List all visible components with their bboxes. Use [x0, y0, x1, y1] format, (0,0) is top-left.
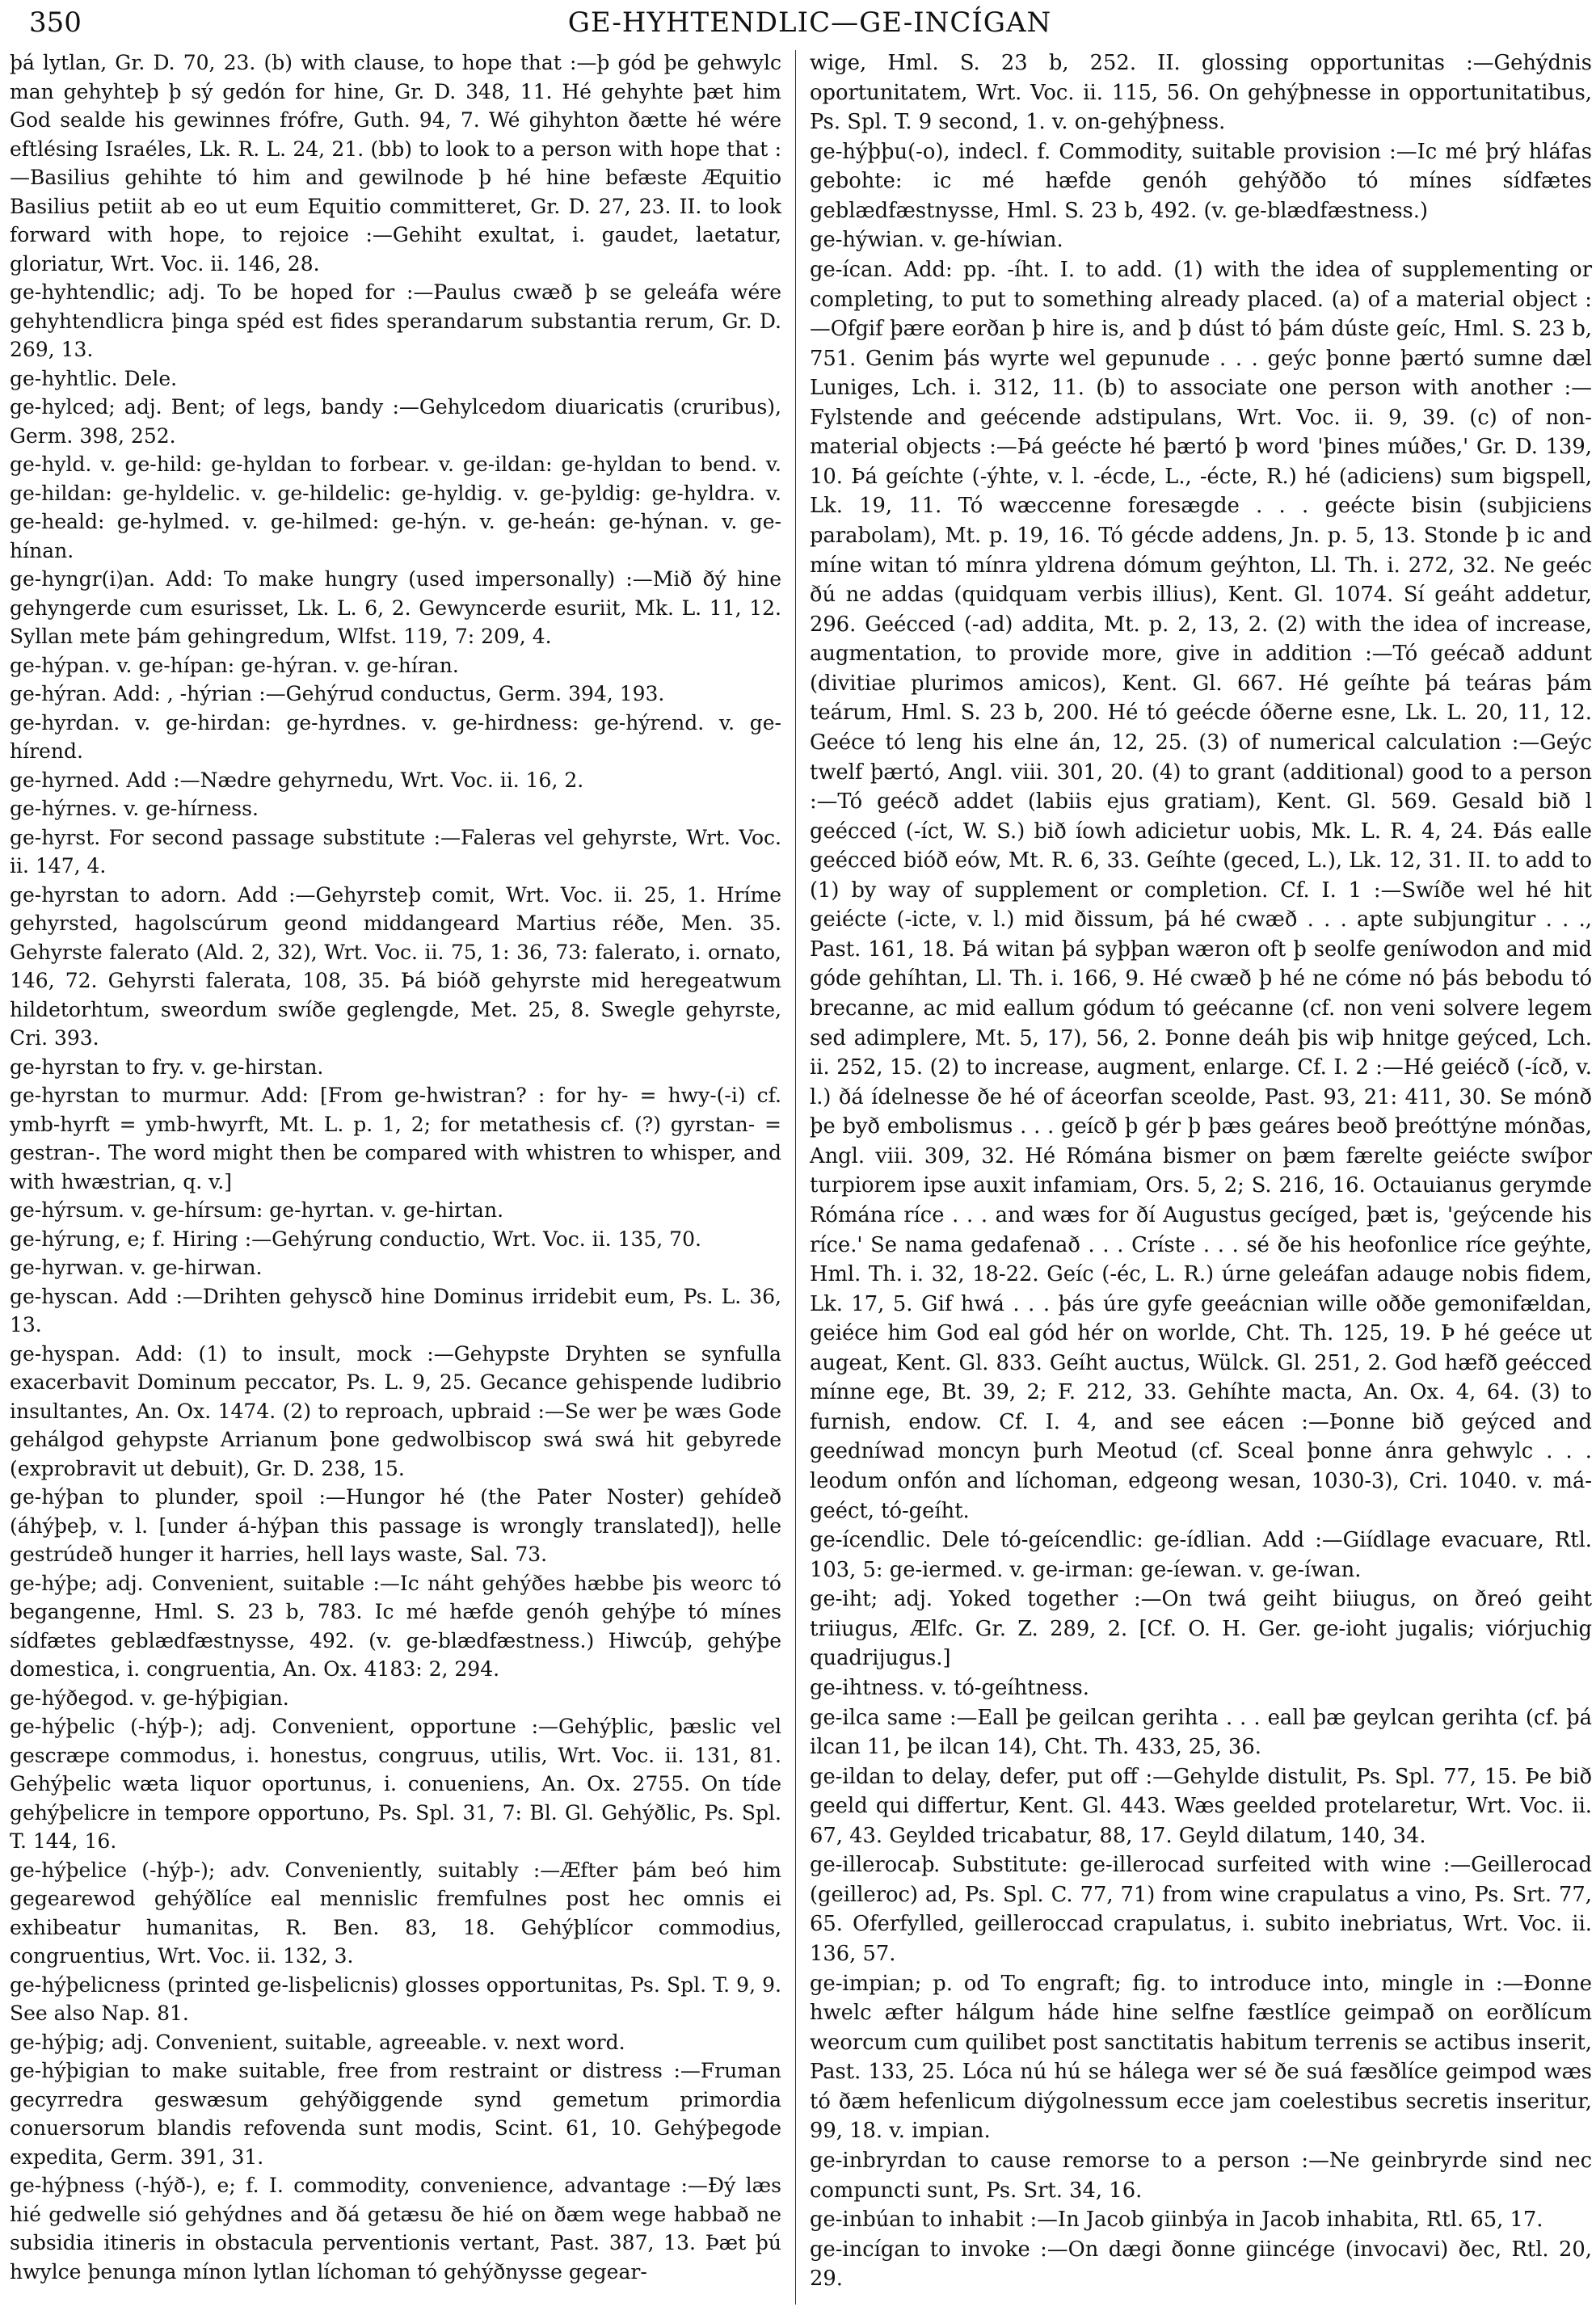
dictionary-entry: ge-hylced; adj. Bent; of legs, bandy :—Gehylcedom diuaricatis (cruribus), Germ. 398, 252. [10, 395, 781, 448]
dictionary-entry: ge-hyscan. Add :—Drihten gehyscð hine Dominus irridebit eum, Ps. L. 36, 13. [10, 1284, 781, 1337]
dictionary-entry: ge-hýpan. v. ge-hípan: ge-hýran. v. ge-híran. [10, 653, 459, 677]
dictionary-entry: ge-hyrned. Add :—Nædre gehyrnedu, Wrt. Voc. ii. 16, 2. [10, 768, 584, 792]
dictionary-entry: ge-hýþig; adj. Convenient, suitable, agreeable. v. next word. [10, 2030, 625, 2054]
dictionary-entry: ge-ilca same :—Eall þe geilcan gerihta . . . eall þæ geylcan gerihta (cf. þá ilcan 11, þe ilcan 14), Cht. Th. 433, 25, 36. [810, 1705, 1592, 1760]
dictionary-entry: ge-incígan to invoke :—On dægi ðonne giincége (invocavi) ðec, Rtl. 20, 29. [810, 2237, 1592, 2292]
dictionary-entry: ge-hyrst. For second passage substitute :—Faleras vel gehyrste, Wrt. Voc. ii. 147, 4. [10, 825, 781, 878]
dictionary-entry: ge-inbryrdan to cause remorse to a person :—Ne geinbryrde sind nec compuncti sunt, Ps. Srt. 34, 16. [810, 2148, 1592, 2203]
dictionary-entry: ge-hýþþu(-o), indecl. f. Commodity, suitable provision :—Ic mé þrý hláfas gebohte: ic mé hæfde genóh gehýððo tó mínes sídfætes geblædfæstnysse, Hml. S. 23 b, 492. (v. ge-blædfæstness.) [810, 139, 1592, 223]
dictionary-entry: ge-hyrdan. v. ge-hirdan: ge-hyrdnes. v. ge-hirdness: ge-hýrend. v. ge-hírend. [10, 710, 781, 763]
dictionary-entry: ge-hýþness (-hýð-), e; f. I. commodity, convenience, advantage :—Ðý læs hié gedwelle sió gehýdnes and ðá getæsu ðe hié on ðæm wege habbað ne subsidia itineris in obstacula perventionis vertant, Past. 387, 13. Þæt þú hwylce þenunga mínon lytlan líchoman tó gehýðnysse gegear- [10, 2174, 781, 2284]
dictionary-entry: ge-hyrstan to adorn. Add :—Gehyrsteþ comit, Wrt. Voc. ii. 25, 1. Hríme gehyrsted, hagolscúrum geond middangeard Martius réðe, Men. 35. Gehyrste falerato (Ald. 2, 32), Wrt. Voc. ii. 75, 1: 36, 73: falerato, i. ornato, 146, 72. Gehyrsti falerata, 108, 35. Þá bióð gehyrste mid heregeatwum hildetorhtum, sweordum swíðe geglengde, Met. 25, 8. Swegle gehyrste, Cri. 393. [10, 882, 781, 1050]
left-column [10, 48, 781, 2286]
page-header [29, 5, 1590, 47]
dictionary-entry: ge-hýran. Add: , -hýrian :—Gehýrud conductus, Germ. 394, 193. [10, 682, 665, 705]
dictionary-entry: ge-hýwian. v. ge-híwian. [810, 228, 1063, 253]
column-divider [795, 50, 796, 2305]
page-number: 350 [29, 6, 82, 39]
dictionary-entry: ge-hyrwan. v. ge-hirwan. [10, 1256, 263, 1279]
dictionary-entry: ge-hýrung, e; f. Hiring :—Gehýrung conductio, Wrt. Voc. ii. 135, 70. [10, 1227, 701, 1251]
dictionary-entry: ge-iht; adj. Yoked together :—On twá geiht biiugus, on ðreó geiht triiugus, Ælfc. Gr. Z. 289, 2. [Cf. O. H. Ger. ge-ioht jugalis; viórjuchig quadrijugus.] [810, 1587, 1592, 1671]
dictionary-entry: ge-hyhtlic. Dele. [10, 366, 178, 390]
dictionary-entry: ge-illerocaþ. Substitute: ge-illerocad surfeited with wine :—Geillerocad (geilleroc) ad, Ps. Spl. C. 77, 71) from wine crapulatus a vino, Ps. Srt. 77, 65. Oferfylled, geilleroccad crapulatus, i. subito inebriatus, Wrt. Voc. ii. 136, 57. [810, 1853, 1592, 1966]
dictionary-entry: ge-hýþe; adj. Convenient, suitable :—Ic náht gehýðes hæbbe þis weorc tó begangenne, Hml. S. 23 b, 783. Ic mé hæfde genóh gehýþe tó mínes sídfætes geblædfæstnysse, 492. (v. ge-blædfæstness.) Hiwcúþ, gehýþe domestica, i. congruentia, An. Ox. 4183: 2, 294. [10, 1571, 781, 1681]
dictionary-entry: ge-hýrsum. v. ge-hírsum: ge-hyrtan. v. ge-hirtan. [10, 1198, 504, 1222]
dictionary-entry: ge-ícendlic. Dele tó-geícendlic: ge-ídlian. Add :—Giídlage evacuare, Rtl. 103, 5: ge-iermed. v. ge-irman: ge-íewan. v. ge-íwan. [810, 1528, 1592, 1582]
dictionary-entry: ge-ildan to delay, defer, put off :—Gehylde distulit, Ps. Spl. 77, 15. Þe bið geeld qui differtur, Kent. Gl. 443. Wæs geelded protelaretur, Wrt. Voc. ii. 67, 43. Geylded tricabatur, 88, 17. Geyld dilatum, 140, 34. [810, 1764, 1592, 1848]
dictionary-entry: ge-inbúan to inhabit :—In Jacob giinbýa in Jacob inhabita, Rtl. 65, 17. [810, 2208, 1543, 2233]
dictionary-entry: ge-impian; p. od To engraft; fig. to introduce into, mingle in :—Ðonne hwelc æfter hálgum háde hine selfne fæstlíce geimpað on eorðlícum weorcum cum quilibet post sanctitatis habitum terrenis se actibus inserit, Past. 133, 25. Lóca nú hú se hálega wer sé ðe suá fæsðlíce geimpod wæs tó ðæm hefenlicum diýgolnessum ecce jam coelestibus secretis inseritur, 99, 18. v. impian. [810, 1971, 1592, 2144]
dictionary-entry: ge-hýþelic (-hýþ-); adj. Convenient, opportune :—Gehýþlic, þæslic vel gescræpe commodus, i. honestus, congruus, utilis, Wrt. Voc. ii. 131, 81. Gehýþelic wæta liquor oportunus, i. conueniens, An. Ox. 2755. On tíde gehýþelicre in tempore opportuno, Ps. Spl. 31, 7: Bl. Gl. Gehýðlic, Ps. Spl. T. 144, 16. [10, 1715, 781, 1853]
dictionary-entry: ge-hýþan to plunder, spoil :—Hungor hé (the Pater Noster) gehídeð (áhýþeþ, v. l. [under á-hýþan this passage is wrongly translated]), helle gestrúdeð hunger it harries, hell lays waste, Sal. 73. [10, 1485, 781, 1566]
page-title: GE-HYHTENDLIC—GE-INCÍGAN [567, 6, 1052, 39]
dictionary-entry: ge-ícan. Add: pp. -íht. I. to add. (1) with the idea of supplementing or completing, to put to something already placed. (a) of a material object :—Ofgif þære eorðan þ hire is, and þ dúst tó þám dúste geíc, Hml. S. 23 b, 751. Genim þás wyrte wel gepunude . . . geýc þonne þærtó sumne dæl Luniges, Lch. i. 312, 11. (b) to associate one person with another :—Fylstende and geécende adstipulans, Wrt. Voc. ii. 9, 39. (c) of non-material objects :—Þá geécte hé þærtó þ word 'þines múðes,' Gr. D. 139, 10. Þá geíchte (-ýhte, v. l. -écde, L., -écte, R.) hé (adiciens) sum bigspell, Lk. 19, 11. Tó wæccenne foresægde . . . geécte bisin (subjiciens parabolam), Mt. p. 19, 16. Tó gécde addens, Jn. p. 5, 13. Stonde þ ic and míne witan tó mínra yldrena dómum geýhton, Ll. Th. i. 272, 32. Ne geéc ðú ne addas (quidquam verbis illius), Kent. Gl. 1074. Sí geáht addetur, 296. Geécced (-ad) addita, Mt. p. 2, 13, 2. (2) with the idea of increase, augmentation, to provide more, give in addition :—Tó geécað addunt (divitiae plurimos amicos), Kent. Gl. 667. Hé geíhte þá teáras þám teárum, Hml. S. 23 b, 200. Hé tó geécde óðerne esne, Lk. L. 20, 11, 12. Geéce tó leng his elne án, 12, 25. (3) of numerical calculation :—Geýc twelf þærtó, Angl. viii. 301, 20. (4) to grant (additional) good to a person :—Tó geécð addet (labiis ejus gratiam), Kent. Gl. 569. Gesald bið l geécced (-íct, W. S.) bið íowh adicietur uobis, Mk. L. R. 4, 24. Ðás ealle geécced bióð eów, Mt. R. 6, 33. Geíhte (geced, L.), Lk. 12, 31. II. to add to (1) by way of supplement or completion. Cf. I. 1 :—Swíðe wel hé hit geiécte (-icte, v. l.) mid ðissum, þá hé cwæð . . . apte subjungitur . . ., Past. 161, 18. Þá witan þá syþþan wæron oft þ seolfe geníwodon and mid góde gehíhtan, Ll. Th. i. 166, 9. Hé cwæð þ hé ne cóme nó þás bebodu tó brecanne, ac mid eallum gódum tó geécanne (cf. non veni solvere legem sed adimplere, Mt. 5, 17), 56, 2. Þonne deáh þis wiþ hnitge geýced, Lch. ii. 252, 15. (2) to increase, augment, enlarge. Cf. I. 2 :—Hé geiécð (-ícð, v. l.) ðá ídelnesse ðe hé of áceorfan sceolde, Past. 93, 21: 411, 30. Se mónð þe byð embolismus . . . geícð þ gér þ þæs geáres beoð þreóttýne mónðas, Angl. viii. 309, 32. Hé Rómána bismer on þæm færelte geiécte swíþor turpiorem ipse auxit infamiam, Ors. 5, 2; S. 216, 16. Octauianus gerymde Rómána ríce . . . and wæs for ðí Augustus gecíged, þæt is, 'geýcende his ríce.' Se nama gedafenað . . . Críste . . . sé ðe his heofonlice ríce geýhte, Hml. Th. i. 32, 18-22. Geíc (-éc, L. R.) úrne geleáfan adauge nobis fidem, Lk. 17, 5. Gif hwá . . . þás úre gyfe geeácnian wille oððe gemonifældan, geiéce him God eal gód hér on worlde, Cht. Th. 125, 19. Þ hé geéce ut augeat, Kent. Gl. 833. Geíht auctus, Wülck. Gl. 251, 2. God hæfð geécced mínne ege, Bt. 39, 2; F. 212, 33. Gehíhte macta, An. Ox. 4, 64. (3) to furnish, endow. Cf. I. 4, and see eácen :—Þonne bið geýced and geedníwad moncyn þurh Meotud (cf. Sceal þonne ánra gehwylc . . . leodum onfón and líchoman, edgeong wesan, 1030-3), Cri. 1040. v. má-geéct, tó-geíht. [810, 257, 1592, 1523]
dictionary-entry: ge-hýþelice (-hýþ-); adv. Conveniently, suitably :—Æfter þám beó him gegearewod gehýðlíce eal mennislic fremfulnes post hec omnis ei exhibeatur humanitas, R. Ben. 83, 18. Gehýþlícor commodius, congruentius, Wrt. Voc. ii. 132, 3. [10, 1858, 781, 1968]
dictionary-entry: wige, Hml. S. 23 b, 252. II. glossing opportunitas :—Gehýdnis oportunitatem, Wrt. Voc. ii. 115, 56. On gehýþnesse in opportunitatibus, Ps. Spl. T. 9 second, 1. v. on-gehýþness. [810, 51, 1592, 135]
dictionary-entry: ge-hyld. v. ge-hild: ge-hyldan to forbear. v. ge-ildan: ge-hyldan to bend. v. ge-hildan: ge-hyldelic. v. ge-hildelic: ge-hyldig. v. ge-þyldig: ge-hyldra. v. ge-heald: ge-hylmed. v. ge-hilmed: ge-hýn. v. ge-heán: ge-hýnan. v. ge-hínan. [10, 453, 781, 562]
dictionary-entry: ge-hýþigian to make suitable, free from restraint or distress :—Fruman gecyrredra geswæsum gehýðiggende synd gemetum primordia conuersorum blandis refovenda sunt modis, Scint. 61, 10. Gehýþegode expedita, Germ. 391, 31. [10, 2059, 781, 2169]
dictionary-entry: ge-hýðegod. v. ge-hýþigian. [10, 1686, 289, 1710]
dictionary-entry: ge-hýrnes. v. ge-hírness. [10, 797, 259, 820]
dictionary-entry: ge-hyrstan to fry. v. ge-hirstan. [10, 1054, 324, 1079]
dictionary-entry: ge-ihtness. v. tó-geíhtness. [810, 1675, 1089, 1700]
dictionary-entry: ge-hyspan. Add: (1) to insult, mock :—Gehypste Dryhten se synfulla exacerbavit Dominum peccator, Ps. L. 9, 25. Gecance gehispende ludibrio insultantes, An. Ox. 1474. (2) to reproach, upbraid :—Se wer þe wæs Gode gehálgod gehypste Arrianum þone gedwolbiscop swá swá hit gebyrede (exprobravit ut debuit), Gr. D. 238, 15. [10, 1341, 781, 1480]
right-column [810, 48, 1592, 2294]
dictionary-entry: ge-hýþelicness (printed ge-lisþelicnis) glosses opportunitas, Ps. Spl. T. 9, 9. See also Nap. 81. [10, 1972, 781, 2025]
dictionary-entry: ge-hyhtendlic; adj. To be hoped for :—Paulus cwæð þ se geleáfa wére gehyhtendlicra þinga spéd est fides sperandarum substantia rerum, Gr. D. 269, 13. [10, 280, 781, 361]
dictionary-entry: þá lytlan, Gr. D. 70, 23. (b) with clause, to hope that :—þ gód þe gehwylc man gehyhteþ þ sý gedón for hine, Gr. D. 348, 11. Hé gehyhte þæt him God sealde his gewinnes frófre, Guth. 94, 7. Wé gihyhton ðætte hé wére eftlésing Israéles, Lk. R. L. 24, 21. (bb) to look to a person with hope that :—Basilius gehihte tó him and gewilnode þ hé hine befæste Æquitio Basilius petiit ab eo ut eum Equitio committeret, Gr. D. 27, 23. II. to look forward with hope, to rejoice :—Gehiht exultat, i. gaudet, laetatur, gloriatur, Wrt. Voc. ii. 146, 28. [10, 51, 781, 276]
dictionary-entry: ge-hyngr(i)an. Add: To make hungry (used impersonally) :—Mið ðý hine gehyngerde cum esurisset, Lk. L. 6, 2. Gewyncerde esuriit, Mk. L. 11, 12. Syllan mete þám gehingredum, Wlfst. 119, 7: 209, 4. [10, 567, 781, 648]
dictionary-entry: ge-hyrstan to murmur. Add: [From ge-hwistran? : for hy- = hwy-(-i) cf. ymb-hyrft = ymb-hwyrft, Mt. L. p. 1, 2; for metathesis cf. (?) gyrstan- = gestran-. The word might then be compared with whistren to whisper, and with hwæstrian, q. v.] [10, 1084, 781, 1193]
